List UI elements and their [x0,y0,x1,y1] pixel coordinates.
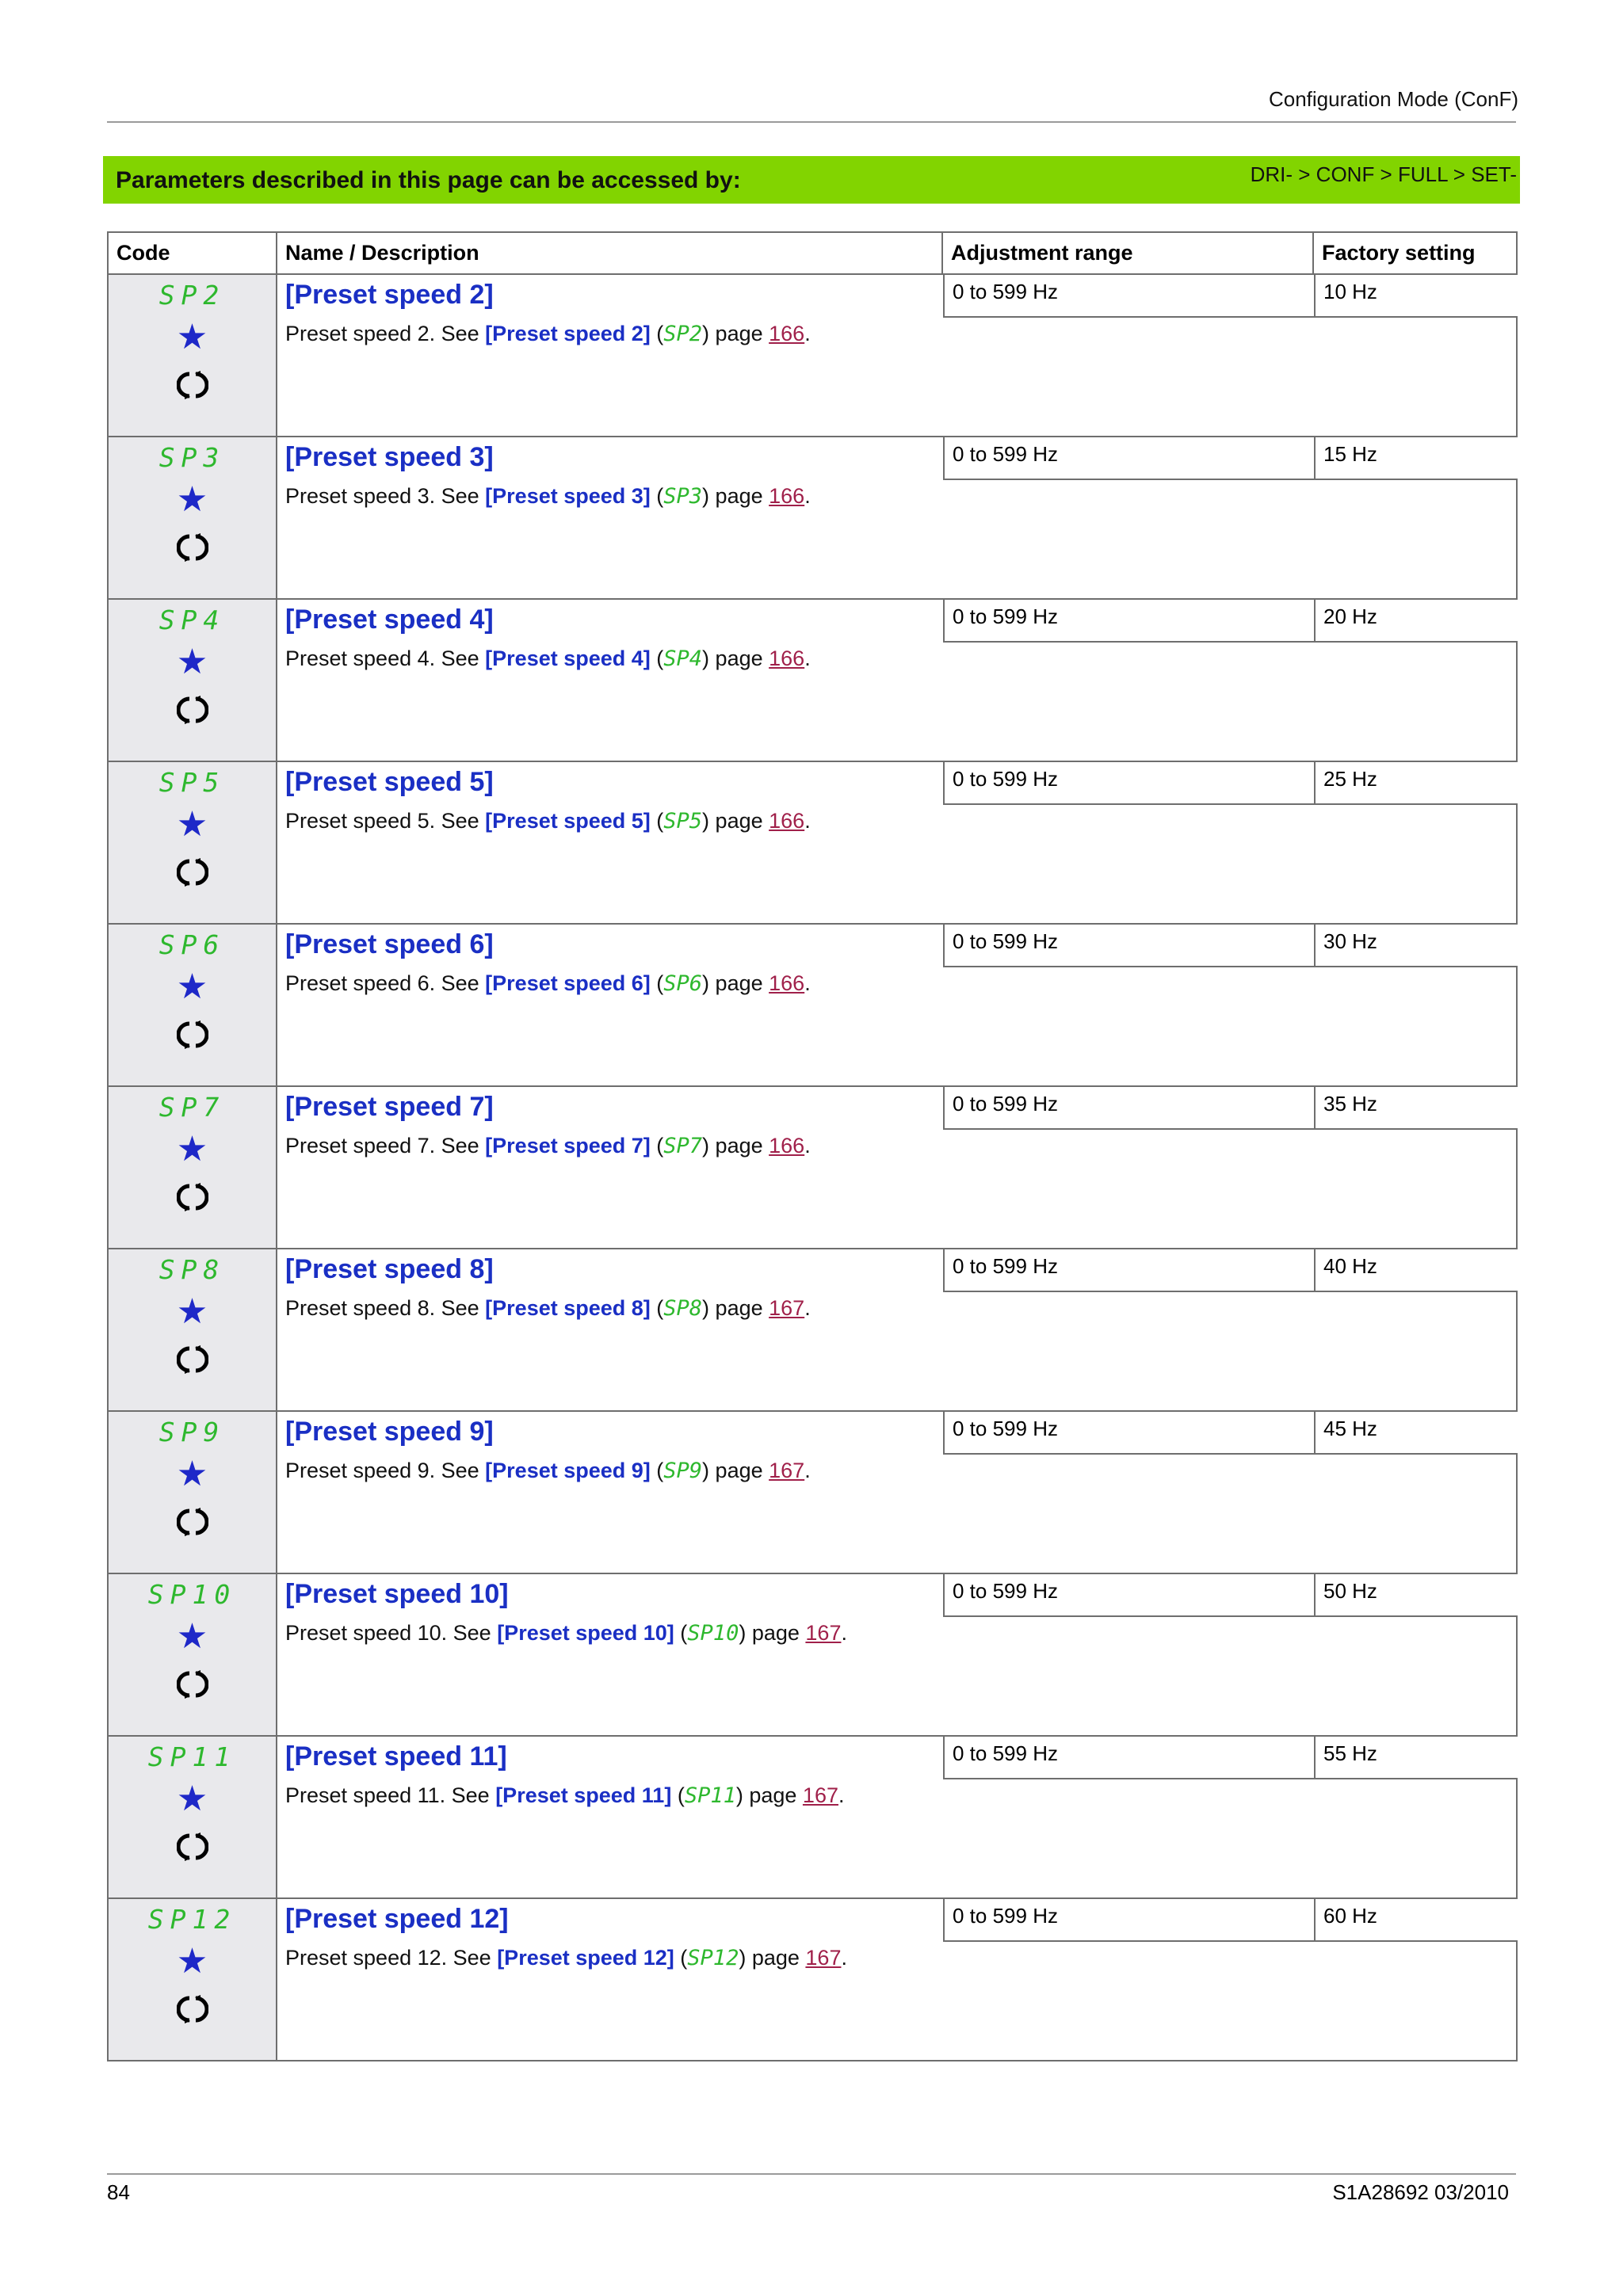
factory-setting: 30 Hz [1314,925,1518,967]
page-link[interactable]: 166 [769,809,805,833]
cycle-icon [109,1181,276,1213]
table-row [108,924,1517,1086]
cycle-icon [109,694,276,726]
cycle-icon [109,856,276,888]
star-icon: ★ [176,805,208,844]
code-cell [108,761,277,924]
factory-setting: 15 Hz [1314,437,1518,480]
parameter-description: Preset speed 11. See [Preset speed 11] (SP11) page 167. [285,1783,845,1808]
description-page-text: page [743,1783,803,1807]
table-row [108,1086,1517,1249]
table-row [108,1249,1517,1411]
description-text: Preset speed 11. See [285,1783,496,1807]
description-page-text: page [709,809,769,833]
parameter-name: [Preset speed 11] [285,1741,507,1772]
code-cell [108,1411,277,1573]
factory-setting: 40 Hz [1314,1249,1518,1292]
reference-name: [Preset speed 4] [485,646,651,670]
parameter-name: [Preset speed 8] [285,1254,494,1284]
reference-name: [Preset speed 7] [485,1134,651,1158]
parameter-name: [Preset speed 4] [285,605,494,635]
cycle-icon [109,369,276,401]
parameter-description: Preset speed 10. See [Preset speed 10] (SP10) page 167. [285,1621,847,1646]
page-link[interactable]: 166 [769,1134,805,1158]
page-link[interactable]: 166 [769,971,805,995]
code-cell [108,1898,277,2061]
parameter-code: SP7 [158,1092,226,1123]
reference-code: SP4 [663,646,703,671]
description-page-text: page [746,1946,806,1970]
adjustment-range: 0 to 599 Hz [943,437,1314,480]
table-header-row [108,232,1517,274]
adjustment-range: 0 to 599 Hz [943,275,1314,318]
parameter-description: Preset speed 12. See [Preset speed 12] (SP12) page 167. [285,1946,847,1970]
description-cell [277,599,1517,761]
reference-name: [Preset speed 2] [485,322,651,345]
parameter-name: [Preset speed 7] [285,1092,494,1122]
description-page-text: page [709,1134,769,1158]
reference-code: SP12 [687,1946,739,1970]
factory-setting: 25 Hz [1314,762,1518,805]
parameter-description: Preset speed 2. See [Preset speed 2] (SP2) page 166. [285,322,811,346]
page-link[interactable]: 166 [769,484,805,508]
page-link[interactable]: 167 [805,1621,842,1645]
access-label: Parameters described in this page can be accessed by: [116,167,741,193]
description-page-text: page [709,646,769,670]
reference-name: [Preset speed 12] [497,1946,674,1970]
parameter-description: Preset speed 6. See [Preset speed 6] (SP6) page 166. [285,971,811,996]
reference-code: SP6 [663,971,703,996]
parameter-description: Preset speed 8. See [Preset speed 8] (SP8) page 167. [285,1296,811,1321]
description-text: Preset speed 4. See [285,646,486,670]
reference-name: [Preset speed 9] [485,1459,651,1482]
header-range: Adjustment range [942,232,1313,274]
description-cell [277,1736,1517,1898]
adjustment-range: 0 to 599 Hz [943,1087,1314,1130]
header-divider [107,121,1516,123]
star-icon: ★ [176,1292,208,1331]
adjustment-range: 0 to 599 Hz [943,762,1314,805]
parameter-description: Preset speed 4. See [Preset speed 4] (SP4) page 166. [285,646,811,671]
description-cell [277,1086,1517,1249]
reference-code: SP3 [663,484,703,509]
parameter-description: Preset speed 5. See [Preset speed 5] (SP5) page 166. [285,809,811,833]
reference-code: SP7 [663,1134,703,1158]
star-icon: ★ [176,1779,208,1818]
code-cell [108,1086,277,1249]
star-icon: ★ [176,1455,208,1493]
parameter-code: SP11 [147,1741,237,1772]
parameter-code: SP8 [158,1254,226,1285]
reference-code: SP9 [663,1459,703,1483]
parameter-description: Preset speed 9. See [Preset speed 9] (SP9) page 167. [285,1459,811,1483]
description-cell [277,924,1517,1086]
header-code: Code [108,232,277,274]
table-row [108,1898,1517,2061]
adjustment-range: 0 to 599 Hz [943,1574,1314,1617]
description-page-text: page [746,1621,806,1645]
description-text: Preset speed 7. See [285,1134,486,1158]
page-link[interactable]: 166 [769,322,805,345]
cycle-icon [109,1831,276,1863]
description-text: Preset speed 12. See [285,1946,498,1970]
description-cell [277,1573,1517,1736]
cycle-icon [109,1344,276,1375]
factory-setting: 20 Hz [1314,600,1518,643]
parameter-code: SP3 [158,442,226,473]
page-link[interactable]: 167 [802,1783,838,1807]
cycle-icon [109,1669,276,1700]
description-text: Preset speed 10. See [285,1621,498,1645]
cycle-icon [109,1019,276,1051]
table-row [108,1411,1517,1573]
parameter-description: Preset speed 7. See [Preset speed 7] (SP7) page 166. [285,1134,811,1158]
adjustment-range: 0 to 599 Hz [943,1412,1314,1455]
parameter-description: Preset speed 3. See [Preset speed 3] (SP3) page 166. [285,484,811,509]
table-row [108,437,1517,599]
reference-name: [Preset speed 11] [495,1783,672,1807]
reference-code: SP10 [687,1621,739,1646]
parameter-code: SP4 [158,605,226,635]
parameter-name: [Preset speed 3] [285,442,494,472]
description-text: Preset speed 5. See [285,809,486,833]
parameter-name: [Preset speed 10] [285,1579,509,1609]
code-cell [108,1249,277,1411]
access-path: DRI- > CONF > FULL > SET- [1250,162,1517,186]
adjustment-range: 0 to 599 Hz [943,1737,1314,1779]
parameter-name: [Preset speed 6] [285,929,494,959]
reference-name: [Preset speed 3] [485,484,651,508]
table-row [108,761,1517,924]
factory-setting: 10 Hz [1314,275,1518,318]
page-number: 84 [107,2180,130,2204]
adjustment-range: 0 to 599 Hz [943,1249,1314,1292]
code-cell [108,599,277,761]
factory-setting: 45 Hz [1314,1412,1518,1455]
adjustment-range: 0 to 599 Hz [943,600,1314,643]
star-icon: ★ [176,480,208,519]
description-cell [277,437,1517,599]
star-icon: ★ [176,967,208,1006]
header-factory: Factory setting [1313,232,1517,274]
header-name: Name / Description [277,232,942,274]
document-reference: S1A28692 03/2010 [1332,2180,1509,2204]
reference-code: SP5 [663,809,703,833]
page-link[interactable]: 166 [769,646,805,670]
description-text: Preset speed 9. See [285,1459,486,1482]
parameter-code: SP12 [147,1904,237,1935]
parameters-table [107,231,1518,2061]
factory-setting: 60 Hz [1314,1899,1518,1942]
footer-divider [107,2173,1516,2175]
description-text: Preset speed 3. See [285,484,486,508]
star-icon: ★ [176,1130,208,1169]
description-page-text: page [709,971,769,995]
parameter-code: SP2 [158,280,226,311]
factory-setting: 35 Hz [1314,1087,1518,1130]
cycle-icon [109,1993,276,2025]
factory-setting: 50 Hz [1314,1574,1518,1617]
description-page-text: page [709,1459,769,1482]
description-text: Preset speed 6. See [285,971,486,995]
page-header-title: Configuration Mode (ConF) [1268,87,1518,111]
code-cell [108,274,277,437]
parameter-name: [Preset speed 9] [285,1417,494,1447]
parameter-code: SP5 [158,767,226,798]
cycle-icon [109,1506,276,1538]
code-cell [108,437,277,599]
reference-code: SP8 [663,1296,703,1321]
description-text: Preset speed 8. See [285,1296,486,1320]
reference-code: SP2 [663,322,703,346]
description-page-text: page [709,1296,769,1320]
reference-name: [Preset speed 5] [485,809,651,833]
table-row [108,274,1517,437]
table-row [108,1573,1517,1736]
reference-code: SP11 [684,1783,736,1808]
description-text: Preset speed 2. See [285,322,486,345]
description-page-text: page [709,322,769,345]
description-cell [277,1898,1517,2061]
parameter-name: [Preset speed 2] [285,280,494,310]
description-cell [277,761,1517,924]
adjustment-range: 0 to 599 Hz [943,1899,1314,1942]
page-link[interactable]: 167 [805,1946,842,1970]
description-cell [277,274,1517,437]
parameter-code: SP9 [158,1417,226,1447]
description-cell [277,1411,1517,1573]
reference-name: [Preset speed 10] [497,1621,674,1645]
star-icon: ★ [176,318,208,357]
parameter-code: SP6 [158,929,226,960]
star-icon: ★ [176,643,208,681]
table-row [108,599,1517,761]
page-link[interactable]: 167 [769,1459,805,1482]
parameter-name: [Preset speed 5] [285,767,494,797]
page-link[interactable]: 167 [769,1296,805,1320]
factory-setting: 55 Hz [1314,1737,1518,1779]
parameter-code: SP10 [147,1579,237,1610]
parameter-name: [Preset speed 12] [285,1904,509,1934]
reference-name: [Preset speed 8] [485,1296,651,1320]
table-row [108,1736,1517,1898]
description-page-text: page [709,484,769,508]
code-cell [108,1573,277,1736]
code-cell [108,924,277,1086]
star-icon: ★ [176,1617,208,1656]
reference-name: [Preset speed 6] [485,971,651,995]
description-cell [277,1249,1517,1411]
adjustment-range: 0 to 599 Hz [943,925,1314,967]
code-cell [108,1736,277,1898]
cycle-icon [109,532,276,563]
access-bar [103,156,1520,204]
star-icon: ★ [176,1942,208,1981]
